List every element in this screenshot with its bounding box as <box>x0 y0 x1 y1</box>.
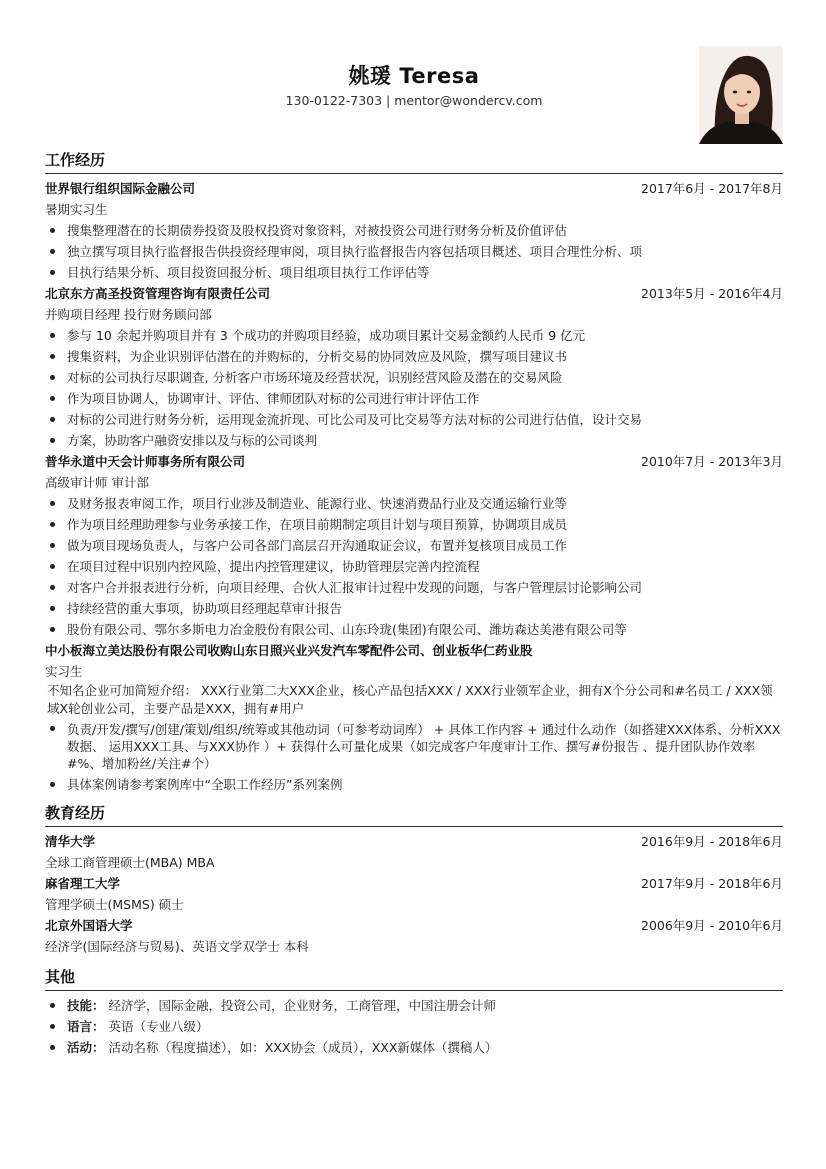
work-entry <box>45 640 783 795</box>
activities-item <box>45 1037 783 1058</box>
contact-info: 130-0122-7303 | mentor@wondercv.com <box>285 93 543 108</box>
candidate-name: 姚瑗 Teresa <box>348 64 480 88</box>
date-range: 2010年7月 - 2013年3月 <box>641 454 783 469</box>
degree: 经济学(国际经济与贸易)、英语文学双学士 本科 <box>45 939 309 954</box>
bullet-item: 对标的公司进行财务分析，运用现金流折现、可比公司及可比交易等方法对标的公司进行估值，设计交易 <box>45 409 783 430</box>
profile-photo <box>699 46 783 144</box>
skills-label: 技能： <box>67 998 105 1013</box>
education-entry <box>45 915 783 957</box>
bullet-item: 目执行结果分析、项目投资回报分析、项目组项目执行工作评估等 <box>45 262 783 283</box>
work-section <box>45 150 783 795</box>
work-entry <box>45 451 783 640</box>
date-range: 2016年9月 - 2018年6月 <box>641 834 783 849</box>
school-name: 清华大学 <box>45 834 96 849</box>
bullet-item: 作为项目经理助理参与业务承接工作，在项目前期制定项目计划与项目预算，协调项目成员 <box>45 514 783 535</box>
job-role: 暑期实习生 <box>45 202 108 217</box>
languages-label: 语言： <box>67 1019 105 1034</box>
bullet-item: 搜集资料，为企业识别评估潜在的并购标的，分析交易的协同效应及风险，撰写项目建议书 <box>45 346 783 367</box>
date-range: 2017年6月 - 2017年8月 <box>641 181 783 196</box>
company-name: 北京东方高圣投资管理咨询有限责任公司 <box>45 286 271 301</box>
work-section-title: 工作经历 <box>45 150 783 174</box>
bullet-item: 对客户合并报表进行分析，向项目经理、合伙人汇报审计过程中发现的问题，与客户管理层讨论影响公司 <box>45 577 783 598</box>
date-range: 2006年9月 - 2010年6月 <box>641 918 783 933</box>
education-entry <box>45 831 783 873</box>
job-role: 并购项目经理 投行财务顾问部 <box>45 307 212 322</box>
bullet-item: 负责/开发/撰写/创建/策划/组织/统筹或其他动词（可参考动词库） + 具体工作内容 + 通过什么动作（如搭建XXX体系、分析XXX数据、 运用XXX工具、与XXX协作 ）+ 获得什么可量化成果（如完成客户年度审计工作、撰写#份报告 、提升团队协作效率#%、增加粉丝/关注#个） <box>45 719 783 774</box>
date-range: 2013年5月 - 2016年4月 <box>641 286 783 301</box>
school-name: 北京外国语大学 <box>45 918 133 933</box>
bullet-item: 及财务报表审阅工作，项目行业涉及制造业、能源行业、快速消费品行业及交通运输行业等 <box>45 493 783 514</box>
portrait-image <box>699 46 783 144</box>
education-section-title: 教育经历 <box>45 803 783 827</box>
job-role: 高级审计师 审计部 <box>45 475 149 490</box>
languages-text: 英语（专业八级） <box>108 1019 209 1034</box>
bullet-item: 做为项目现场负责人，与客户公司各部门高层召开沟通取证会议，布置并复核项目成员工作 <box>45 535 783 556</box>
activities-text: 活动名称（程度描述），如：XXX协会（成员），XXX新媒体（撰稿人） <box>108 1040 498 1055</box>
bullet-item: 独立撰写项目执行监督报告供投资经理审阅，项目执行监督报告内容包括项目概述、项目合理性分析、项 <box>45 241 783 262</box>
bullet-item: 搜集整理潜在的长期债券投资及股权投资对象资料，对被投资公司进行财务分析及价值评估 <box>45 220 783 241</box>
bullet-item: 具体案例请参考案例库中“全职工作经历”系列案例 <box>45 774 783 795</box>
bullet-item: 参与 10 余起并购项目并有 3 个成功的并购项目经验，成功项目累计交易金额约人民币 9 亿元 <box>45 325 783 346</box>
degree: 全球工商管理硕士(MBA) MBA <box>45 855 215 870</box>
date-range: 2017年9月 - 2018年6月 <box>641 876 783 891</box>
company-name: 世界银行组织国际金融公司 <box>45 181 196 196</box>
bullet-item: 持续经营的重大事项，协助项目经理起草审计报告 <box>45 598 783 619</box>
work-entry <box>45 178 783 283</box>
company-name: 普华永道中天会计师事务所有限公司 <box>45 454 246 469</box>
bullet-item: 方案，协助客户融资安排以及与标的公司谈判 <box>45 430 783 451</box>
bullet-item: 对标的公司执行尽职调查, 分析客户市场环境及经营状况，识别经营风险及潜在的交易风险 <box>45 367 783 388</box>
activities-label: 活动： <box>67 1040 105 1055</box>
job-role: 实习生 <box>45 664 83 679</box>
education-section <box>45 803 783 957</box>
company-intro: 不知名企业可加简短介绍： XXX行业第二大XXX企业，核心产品包括XXX / XXX行业领军企业，拥有X个分公司和#名员工 / XXX领域X轮创业公司，主要产品是XXX，拥有#用户 <box>47 683 773 716</box>
skills-item <box>45 995 783 1016</box>
resume-page <box>45 0 783 1169</box>
bullet-item: 股份有限公司、鄂尔多斯电力冶金股份有限公司、山东玲珑(集团)有限公司、潍坊森达美港有限公司等 <box>45 619 783 640</box>
school-name: 麻省理工大学 <box>45 876 121 891</box>
other-section-title: 其他 <box>45 967 783 991</box>
bullet-item: 在项目过程中识别内控风险，提出内控管理建议，协助管理层完善内控流程 <box>45 556 783 577</box>
education-entry <box>45 873 783 915</box>
other-section <box>45 967 783 1058</box>
bullet-item: 作为项目协调人，协调审计、评估、律师团队对标的公司进行审计评估工作 <box>45 388 783 409</box>
resume-header <box>45 0 783 150</box>
degree: 管理学硕士(MSMS) 硕士 <box>45 897 184 912</box>
company-name: 中小板海立美达股份有限公司收购山东日照兴业兴发汽车零配件公司、创业板华仁药业股 <box>45 643 533 658</box>
work-entry <box>45 283 783 451</box>
languages-item <box>45 1016 783 1037</box>
skills-text: 经济学，国际金融，投资公司，企业财务，工商管理，中国注册会计师 <box>108 998 497 1013</box>
